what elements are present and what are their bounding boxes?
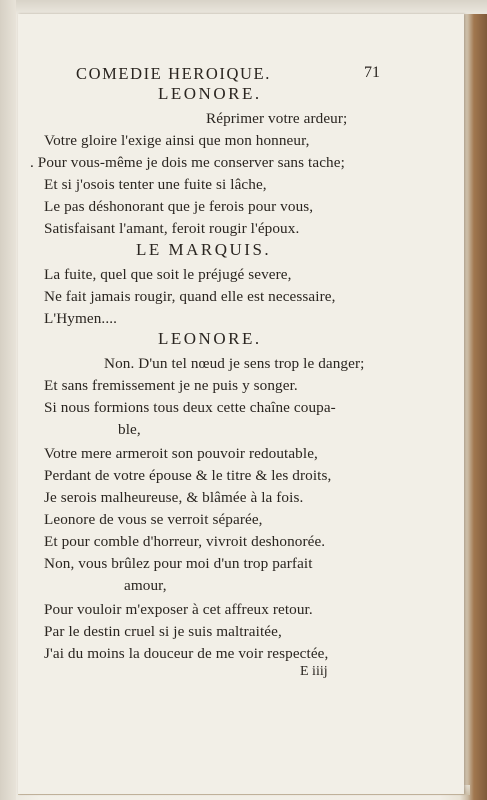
signature-mark: E iiij	[300, 664, 328, 679]
verse-line: Par le destin cruel si je suis maltraitée,	[44, 623, 282, 640]
verse-line: Perdant de votre épouse & le titre & les droits,	[44, 467, 332, 484]
verse-line: Et pour comble d'horreur, vivroit deshonorée.	[44, 533, 326, 550]
verse-line: Pour vouloir m'exposer à cet affreux retour.	[44, 601, 313, 618]
verse-line: Ne fait jamais rougir, quand elle est necessaire,	[44, 288, 336, 305]
speaker-heading: LEONORE.	[158, 329, 262, 348]
verse-line: Leonore de vous se verroit séparée,	[44, 511, 263, 528]
verse-line: Satisfaisant l'amant, feroit rougir l'époux.	[44, 220, 300, 237]
page-number: 71	[364, 64, 380, 81]
verse-line: Le pas déshonorant que je ferois pour vous,	[44, 198, 314, 215]
verse-line: Non. D'un tel nœud je sens trop le danger;	[104, 355, 365, 372]
verse-line: Non, vous brûlez pour moi d'un trop parfait	[44, 555, 313, 572]
verse-line: Votre mere armeroit son pouvoir redoutable,	[44, 445, 318, 462]
speaker-heading: LEONORE.	[158, 84, 262, 103]
top-page-edge	[0, 0, 487, 14]
speaker-heading: LE MARQUIS.	[136, 240, 272, 259]
book-page	[18, 14, 464, 794]
facing-page-edge	[0, 0, 16, 800]
verse-line: Et si j'osois tenter une fuite si lâche,	[44, 176, 267, 193]
verse-line: Votre gloire l'exige ainsi que mon honneur,	[44, 132, 310, 149]
verse-line: L'Hymen....	[44, 310, 118, 327]
running-head: COMEDIE HEROIQUE.	[76, 64, 271, 83]
verse-line: amour,	[124, 577, 167, 594]
verse-line: J'ai du moins la douceur de me voir respectée,	[44, 645, 329, 662]
verse-line: Si nous formions tous deux cette chaîne coupa-	[44, 399, 336, 416]
verse-line: Et sans fremissement je ne puis y songer.	[44, 377, 298, 394]
verse-line: Je serois malheureuse, & blâmée à la fois.	[44, 489, 304, 506]
verse-line: La fuite, quel que soit le préjugé severe,	[44, 266, 292, 283]
verse-line: . Pour vous-même je dois me conserver sans tache;	[30, 154, 345, 171]
verse-line: Réprimer votre ardeur;	[206, 110, 348, 127]
verse-line: ble,	[118, 421, 141, 438]
